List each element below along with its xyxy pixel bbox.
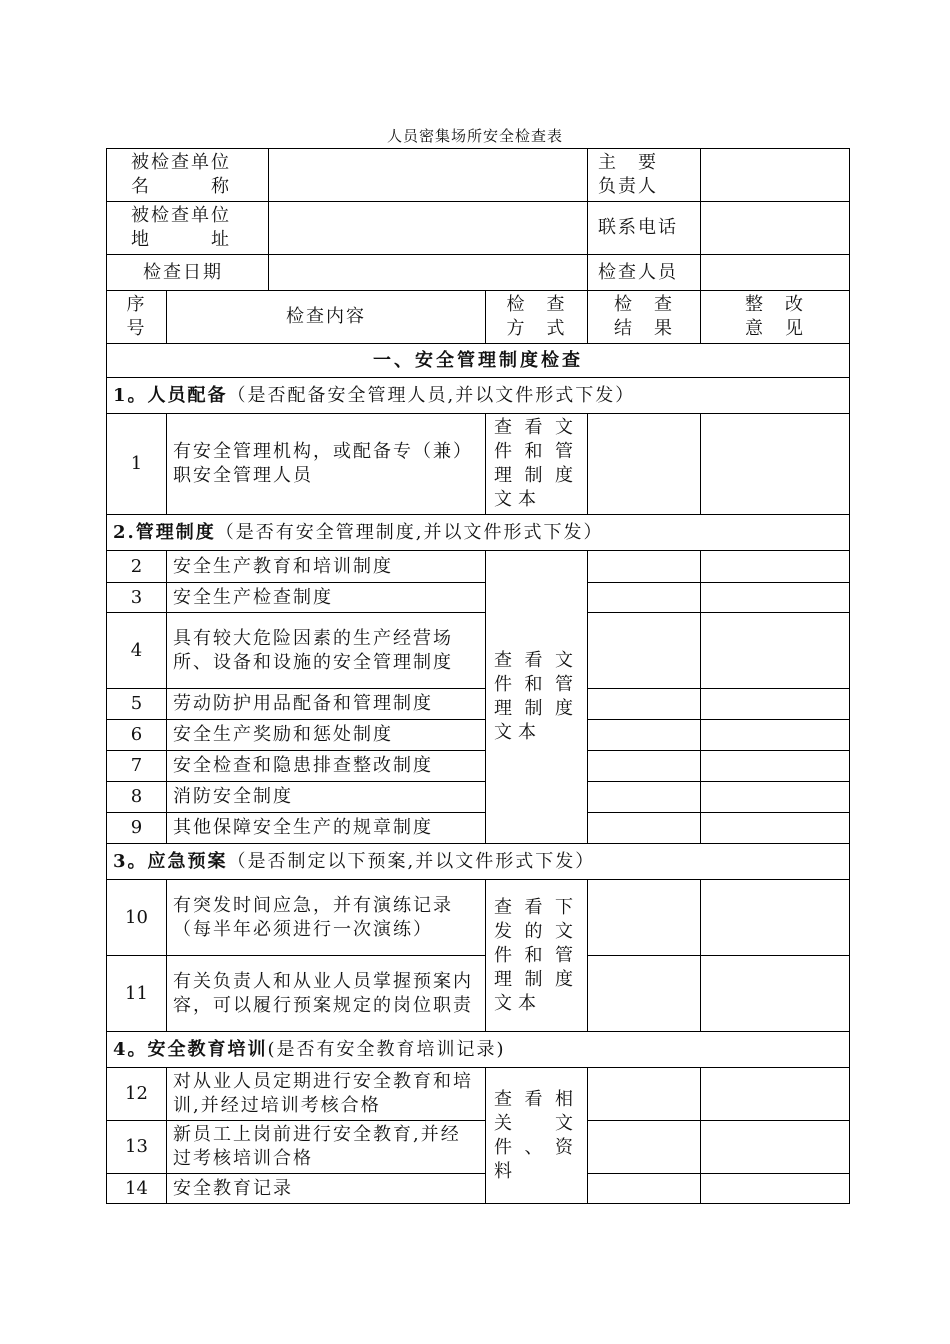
result-cell[interactable] xyxy=(588,956,701,1032)
inspector-label: 检查人员 xyxy=(588,255,701,291)
item-number: 5 xyxy=(107,689,167,720)
result-cell[interactable] xyxy=(588,782,701,813)
unit-address-field[interactable] xyxy=(269,202,588,255)
result-cell[interactable] xyxy=(588,583,701,613)
check-method: 查看相关文件、资料 xyxy=(486,1068,588,1204)
unit-address-label: 被检查单位 地 址 xyxy=(107,202,269,255)
col-opinion: 整 改 意 见 xyxy=(701,291,850,344)
item-number: 3 xyxy=(107,583,167,613)
result-cell[interactable] xyxy=(588,689,701,720)
opinion-cell[interactable] xyxy=(701,1121,850,1174)
result-cell[interactable] xyxy=(588,414,701,515)
category-row xyxy=(107,844,850,880)
item-number: 1 xyxy=(107,414,167,515)
col-result: 检 查 结 果 xyxy=(588,291,701,344)
check-method: 查看文件和管理制度文本 xyxy=(486,414,588,515)
category-title: 3。应急预案 xyxy=(113,850,228,872)
inspection-table xyxy=(106,148,850,1204)
item-content: 消防安全制度 xyxy=(167,782,486,813)
opinion-cell[interactable] xyxy=(701,551,850,583)
phone-label: 联系电话 xyxy=(588,202,701,255)
col-seq: 序 号 xyxy=(107,291,167,344)
item-number: 2 xyxy=(107,551,167,583)
result-cell[interactable] xyxy=(588,551,701,583)
col-method: 检 查 方 式 xyxy=(486,291,588,344)
opinion-cell[interactable] xyxy=(701,751,850,782)
opinion-cell[interactable] xyxy=(701,782,850,813)
check-method: 查看文件和管理制度文本 xyxy=(486,551,588,844)
item-content: 劳动防护用品配备和管理制度 xyxy=(167,689,486,720)
result-cell[interactable] xyxy=(588,751,701,782)
category-note: （是否配备安全管理人员,并以文件形式下发） xyxy=(227,384,636,406)
opinion-cell[interactable] xyxy=(701,813,850,844)
principal-label: 主 要 负责人 xyxy=(588,149,701,202)
col-content: 检查内容 xyxy=(167,291,486,344)
item-number: 12 xyxy=(107,1068,167,1121)
item-content: 有安全管理机构，或配备专（兼）职安全管理人员 xyxy=(167,414,486,515)
category-note: (是否有安全教育培训记录) xyxy=(267,1038,506,1060)
opinion-cell[interactable] xyxy=(701,1068,850,1121)
category-row xyxy=(107,515,850,551)
result-cell[interactable] xyxy=(588,1174,701,1204)
item-content: 有突发时间应急，并有演练记录（每半年必须进行一次演练） xyxy=(167,880,486,956)
phone-field[interactable] xyxy=(701,202,850,255)
document-title: 人员密集场所安全检查表 xyxy=(386,127,563,145)
item-number: 8 xyxy=(107,782,167,813)
item-number: 6 xyxy=(107,720,167,751)
unit-name-label: 被检查单位 名 称 xyxy=(107,149,269,202)
result-cell[interactable] xyxy=(588,1068,701,1121)
result-cell[interactable] xyxy=(588,813,701,844)
item-number: 13 xyxy=(107,1121,167,1174)
opinion-cell[interactable] xyxy=(701,720,850,751)
unit-name-field[interactable] xyxy=(269,149,588,202)
item-content: 安全生产教育和培训制度 xyxy=(167,551,486,583)
item-content: 安全教育记录 xyxy=(167,1174,486,1204)
opinion-cell[interactable] xyxy=(701,880,850,956)
opinion-cell[interactable] xyxy=(701,583,850,613)
check-method: 查看下发的文件和管理制度文本 xyxy=(486,880,588,1032)
item-number: 4 xyxy=(107,613,167,689)
item-content: 对从业人员定期进行安全教育和培训,并经过培训考核合格 xyxy=(167,1068,486,1121)
item-content: 有关负责人和从业人员掌握预案内容，可以履行预案规定的岗位职责 xyxy=(167,956,486,1032)
category-title: 4。安全教育培训 xyxy=(113,1038,268,1060)
item-content: 新员工上岗前进行安全教育,并经过考核培训合格 xyxy=(167,1121,486,1174)
item-number: 9 xyxy=(107,813,167,844)
category-title: 2.管理制度 xyxy=(113,521,216,543)
principal-field[interactable] xyxy=(701,149,850,202)
opinion-cell[interactable] xyxy=(701,613,850,689)
item-content: 安全生产检查制度 xyxy=(167,583,486,613)
category-title: 1。人员配备 xyxy=(113,384,228,406)
item-content: 安全生产奖励和惩处制度 xyxy=(167,720,486,751)
opinion-cell[interactable] xyxy=(701,1174,850,1204)
result-cell[interactable] xyxy=(588,880,701,956)
inspector-field[interactable] xyxy=(701,255,850,291)
item-content: 安全检查和隐患排查整改制度 xyxy=(167,751,486,782)
result-cell[interactable] xyxy=(588,720,701,751)
category-row xyxy=(107,378,850,414)
item-content: 具有较大危险因素的生产经营场所、设备和设施的安全管理制度 xyxy=(167,613,486,689)
opinion-cell[interactable] xyxy=(701,414,850,515)
item-number: 10 xyxy=(107,880,167,956)
category-note: （是否制定以下预案,并以文件形式下发） xyxy=(227,850,596,872)
date-field[interactable] xyxy=(269,255,588,291)
category-row xyxy=(107,1032,850,1068)
opinion-cell[interactable] xyxy=(701,956,850,1032)
result-cell[interactable] xyxy=(588,1121,701,1174)
opinion-cell[interactable] xyxy=(701,689,850,720)
item-content: 其他保障安全生产的规章制度 xyxy=(167,813,486,844)
result-cell[interactable] xyxy=(588,613,701,689)
item-number: 14 xyxy=(107,1174,167,1204)
category-note: （是否有安全管理制度,并以文件形式下发） xyxy=(215,521,604,543)
date-label: 检查日期 xyxy=(107,255,269,291)
item-number: 7 xyxy=(107,751,167,782)
item-number: 11 xyxy=(107,956,167,1032)
section-title: 一、安全管理制度检查 xyxy=(107,344,850,378)
